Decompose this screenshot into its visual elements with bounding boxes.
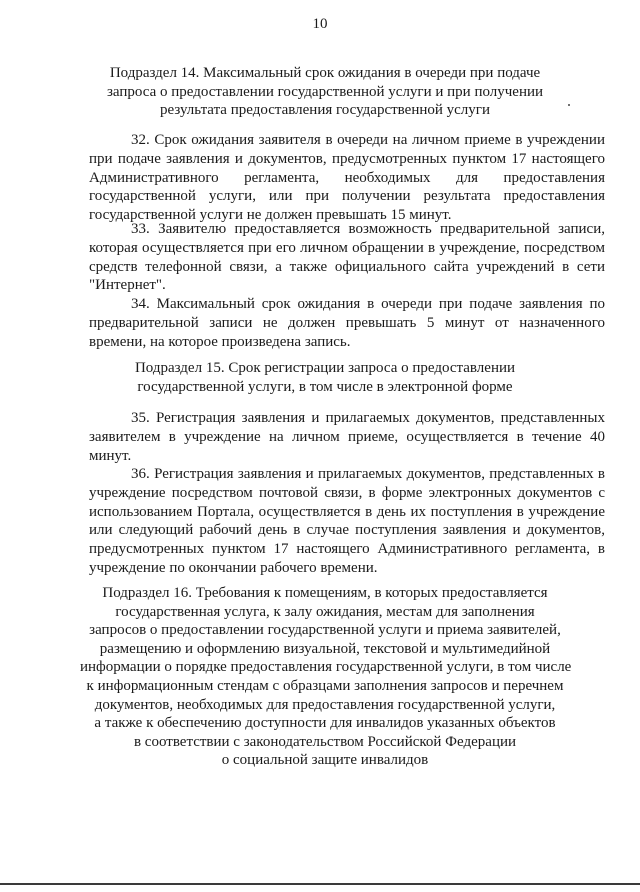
heading-line: размещению и оформлению визуальной, текстовой и мультимедийной xyxy=(99,640,551,657)
heading-line: Подраздел 14. Максимальный срок ожидания в очереди при подаче xyxy=(109,65,541,81)
paragraph-text: 32. Срок ожидания заявителя в очереди на личном приеме в учреждении при подаче заявления и документов, предусмотренных пунктом 17 настоящего Административного регламента, необходимых для предоставления государственной услуги, или при получении результата предоставления государственной услуги не должен превышать 15 минут. xyxy=(89,132,605,224)
heading-line: запросов о предоставлении государственной услуги и приема заявителей, xyxy=(89,622,561,639)
paragraph-33 xyxy=(89,220,605,295)
heading-line: к информационным стендам с образцами заполнения запросов и перечнем xyxy=(86,677,564,694)
heading-line: документов, необходимых для предоставления государственной услуги, xyxy=(94,696,556,713)
heading-line: государственная услуга, к залу ожидания, местам для заполнения xyxy=(115,603,535,620)
heading-line: о социальной защите инвалидов xyxy=(221,752,429,769)
paragraph-text: 33. Заявителю предоставляется возможность предварительной записи, которая осуществляется при его личном обращении в учреждение, посредством средств телефонной связи, а также официального сайта учреждений в сети "Интернет". xyxy=(89,221,605,294)
paragraph-text: 36. Регистрация заявления и прилагаемых документов, представленных в учреждение посредством почтовой связи, в форме электронных документов с использованием Портала, осуществляется в день их поступления в учреждение или следующий рабочий день в случае поступления заявления и документов, предусмотренных пунктом 17 настоящего Административного регламента, в учреждение по окончании рабочего времени. xyxy=(89,466,605,576)
section-15-heading xyxy=(120,359,530,396)
heading-line: а также к обеспечению доступности для инвалидов указанных объектов xyxy=(94,715,556,732)
section-16-heading xyxy=(80,584,570,770)
heading-line: Подраздел 16. Требования к помещениям, в которых предоставляется xyxy=(102,585,548,601)
heading-line: государственной услуги, в том числе в электронной форме xyxy=(137,378,513,395)
paragraph-32 xyxy=(89,131,605,225)
paragraph-34 xyxy=(89,295,605,351)
paragraph-36 xyxy=(89,465,605,578)
paragraph-text: 34. Максимальный срок ожидания в очереди при подаче заявления по предварительной записи не должен превышать 5 минут от назначенного времени, на которое произведена запись. xyxy=(89,296,605,350)
heading-line: информации о порядке предоставления государственной услуги, в том числе xyxy=(80,659,572,676)
heading-line: результата предоставления государственной услуги xyxy=(160,102,490,119)
scan-speck xyxy=(568,104,570,106)
paragraph-35 xyxy=(89,409,605,465)
page-number: 10 xyxy=(312,16,328,32)
scan-bottom-edge xyxy=(0,883,640,885)
heading-line: Подраздел 15. Срок регистрации запроса о предоставлении xyxy=(134,360,516,376)
section-14-heading xyxy=(100,64,550,120)
paragraph-text: 35. Регистрация заявления и прилагаемых документов, представленных заявителем в учреждение на личном приеме, осуществляется в течение 40 минут. xyxy=(89,410,605,464)
heading-line: в соответствии с законодательством Российской Федерации xyxy=(133,733,517,750)
heading-line: запроса о предоставлении государственной услуги и при получении xyxy=(106,83,544,100)
